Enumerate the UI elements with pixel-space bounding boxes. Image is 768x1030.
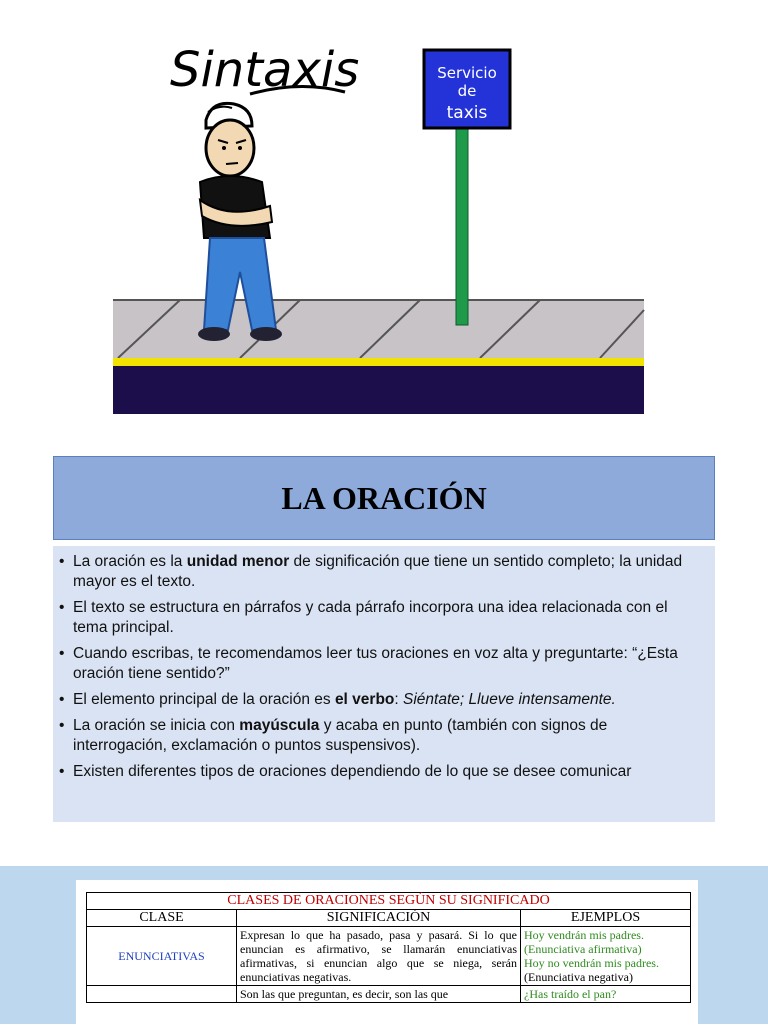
sidewalk [113, 300, 644, 358]
bullet-item: • El elemento principal de la oración es el verbo: Siéntate; Llueve intensamente. [59, 691, 616, 708]
bullet-dot-icon: • [59, 763, 65, 780]
bullet-list-box [53, 546, 715, 822]
illustration-slide [0, 0, 768, 430]
column-header-clase: CLASE [87, 910, 237, 927]
sintaxis-illustration [0, 0, 768, 430]
examples-cell: ¿Has traído el pan? [521, 986, 691, 1003]
table-card [76, 880, 698, 1030]
bullet-dot-icon: • [59, 599, 65, 616]
road [113, 366, 644, 414]
bullet-item: • La oración es la unidad menor de significación que tiene un sentido completo; la unidad mayor es el texto. [59, 553, 683, 590]
bullet-item: • La oración se inicia con mayúscula y acaba en punto (también con signos de interrogación, exclamación o puntos suspensivos). [59, 717, 608, 754]
bullet-dot-icon: • [59, 645, 65, 662]
slide-title: LA ORACIÓN [281, 479, 487, 516]
class-name-cell [87, 986, 237, 1003]
sign-pole [456, 125, 468, 325]
table-caption: CLASES DE ORACIONES SEGÚN SU SIGNIFICADO [87, 893, 691, 910]
slide-title-box [53, 456, 715, 540]
bullet-dot-icon: • [59, 691, 65, 708]
column-header-significacion: SIGNIFICACIÓN [237, 910, 521, 927]
bullet-list [59, 552, 705, 782]
table-row [87, 927, 691, 986]
bullet-item: • Cuando escribas, te recomendamos leer tus oraciones en voz alta y preguntarte: “¿Esta oración tiene sentido?” [59, 645, 678, 682]
bullet-dot-icon: • [59, 553, 65, 570]
bullet-item: • El texto se estructura en párrafos y cada párrafo incorpora una idea relacionada con el tema principal. [59, 599, 668, 636]
curb-yellow-line [113, 358, 644, 366]
table-row [87, 986, 691, 1003]
class-name-cell: ENUNCIATIVAS [87, 927, 237, 986]
sign-line-1: Servicio [437, 64, 497, 82]
meaning-cell: Expresan lo que ha pasado, pasa y pasará. Si lo que enuncian es afirmativo, se llamarán enunciativas afirmativas, si enuncian algo que se niega, serán enunciativas negativas. [237, 927, 521, 986]
bullet-dot-icon: • [59, 717, 65, 734]
table-slide [0, 866, 768, 1024]
meaning-cell: Son las que preguntan, es decir, son las que [237, 986, 521, 1003]
column-header-ejemplos: EJEMPLOS [521, 910, 691, 927]
sintaxis-handwritten-title: Sintaxis [170, 42, 360, 98]
sentence-classes-table [86, 892, 691, 1003]
sign-line-3: taxis [446, 103, 488, 123]
bullet-item: • Existen diferentes tipos de oraciones dependiendo de lo que se desee comunicar [59, 763, 632, 780]
examples-cell: Hoy vendrán mis padres. (Enunciativa afirmativa) Hoy no vendrán mis padres. (Enunciativa negativa) [521, 927, 691, 986]
sign-line-2: de [457, 82, 477, 100]
